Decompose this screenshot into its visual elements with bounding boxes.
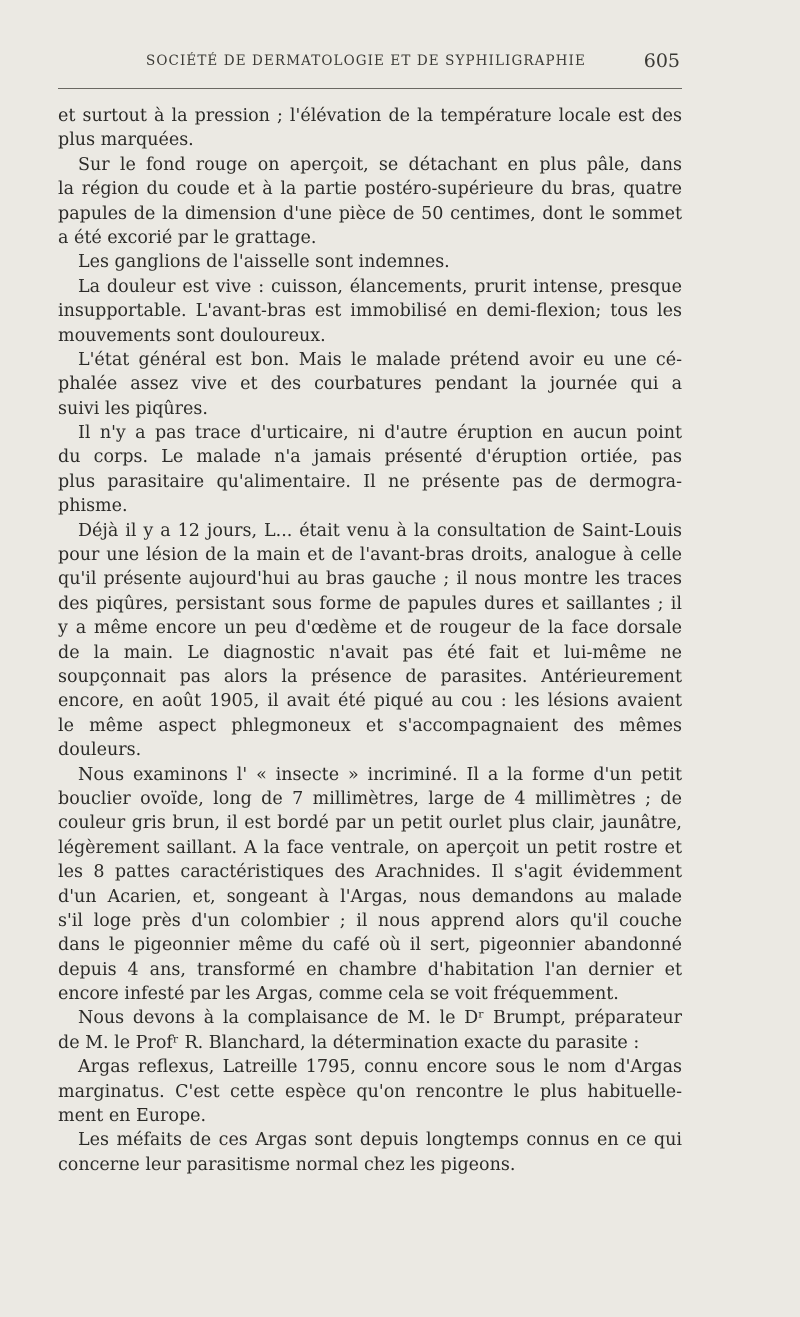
page-header	[58, 50, 682, 76]
text-line: plus marquées.	[58, 130, 194, 151]
text-line: les 8 pattes caractéristiques des Arachnides. Il s'agit évidemment	[58, 862, 682, 883]
text-line: des piqûres, persistant sous forme de papules dures et saillantes ; il	[58, 593, 682, 614]
text-line: a été excorié par le grattage.	[58, 227, 317, 248]
body-text	[58, 104, 682, 1177]
text-line: encore infesté par les Argas, comme cela se voit fréquemment.	[58, 984, 619, 1005]
text-line: Déjà il y a 12 jours, L... était venu à la consultation de Saint-Louis	[78, 520, 682, 541]
text-line: phalée assez vive et des courbatures pendant la journée qui a	[58, 374, 682, 395]
text-line: Sur le fond rouge on aperçoit, se détachant en plus pâle, dans	[78, 154, 682, 175]
running-title: SOCIÉTÉ DE DERMATOLOGIE ET DE SYPHILIGRAPHIE	[146, 53, 586, 69]
text-line: qu'il présente aujourd'hui au bras gauche ; il nous montre les traces	[58, 569, 682, 590]
text-line: insupportable. L'avant-bras est immobilisé en demi-flexion; tous les	[58, 301, 682, 322]
text-line: couleur gris brun, il est bordé par un petit ourlet plus clair, jaunâtre,	[58, 813, 682, 834]
text-line: papules de la dimension d'une pièce de 50 centimes, dont le sommet	[58, 203, 682, 224]
text-line: la région du coude et à la partie postéro-supérieure du bras, quatre	[58, 179, 682, 200]
text-line: Argas reflexus, Latreille 1795, connu encore sous le nom d'Argas	[78, 1057, 682, 1078]
header-rule	[58, 88, 682, 89]
text-line: dans le pigeonnier même du café où il sert, pigeonnier abandonné	[58, 935, 682, 956]
text-line: L'état général est bon. Mais le malade prétend avoir eu une cé-	[78, 349, 682, 370]
text-line: pour une lésion de la main et de l'avant-bras droits, analogue à celle	[58, 545, 682, 566]
text-line: encore, en août 1905, il avait été piqué au cou : les lésions avaient	[58, 691, 682, 712]
text-line: légèrement saillant. A la face ventrale, on aperçoit un petit rostre et	[58, 837, 682, 858]
text-line: phisme.	[58, 496, 128, 517]
text-line: douleurs.	[58, 740, 142, 761]
text-line: ment en Europe.	[58, 1106, 207, 1127]
text-line: Les méfaits de ces Argas sont depuis longtemps connus en ce qui	[78, 1130, 682, 1151]
text-line: d'un Acarien, et, songeant à l'Argas, nous demandons au malade	[58, 886, 682, 907]
text-line: La douleur est vive : cuisson, élancements, prurit intense, presque	[78, 276, 682, 297]
text-line: mouvements sont douloureux.	[58, 325, 326, 346]
text-line: plus parasitaire qu'alimentaire. Il ne présente pas de dermogra-	[58, 471, 682, 492]
text-line: depuis 4 ans, transformé en chambre d'habitation l'an dernier et	[58, 959, 682, 980]
text-line: du corps. Le malade n'a jamais présenté d'éruption ortiée, pas	[58, 447, 682, 468]
text-line: le même aspect phlegmoneux et s'accompagnaient des mêmes	[58, 715, 682, 736]
text-line: Les ganglions de l'aisselle sont indemnes.	[78, 252, 450, 273]
text-line: Il n'y a pas trace d'urticaire, ni d'autre éruption en aucun point	[78, 423, 682, 444]
text-line: Nous devons à la complaisance de M. le Dʳ Brumpt, préparateur	[78, 1008, 682, 1029]
text-line: concerne leur parasitisme normal chez les pigeons.	[58, 1154, 516, 1175]
page-number: 605	[643, 50, 680, 72]
text-line: de M. le Profʳ R. Blanchard, la détermination exacte du parasite :	[58, 1032, 640, 1053]
text-line: Nous examinons l' « insecte » incriminé. Il a la forme d'un petit	[78, 764, 682, 785]
text-line: marginatus. C'est cette espèce qu'on rencontre le plus habituelle-	[58, 1081, 682, 1102]
text-line: suivi les piqûres.	[58, 398, 208, 419]
text-line: y a même encore un peu d'œdème et de rougeur de la face dorsale	[58, 618, 682, 639]
text-line: et surtout à la pression ; l'élévation de la température locale est des	[58, 106, 682, 126]
text-line: soupçonnait pas alors la présence de parasites. Antérieurement	[58, 666, 682, 687]
text-line: s'il loge près d'un colombier ; il nous apprend alors qu'il couche	[58, 910, 682, 931]
text-line: bouclier ovoïde, long de 7 millimètres, large de 4 millimètres ; de	[58, 788, 682, 809]
text-line: de la main. Le diagnostic n'avait pas été fait et lui-même ne	[58, 642, 682, 663]
